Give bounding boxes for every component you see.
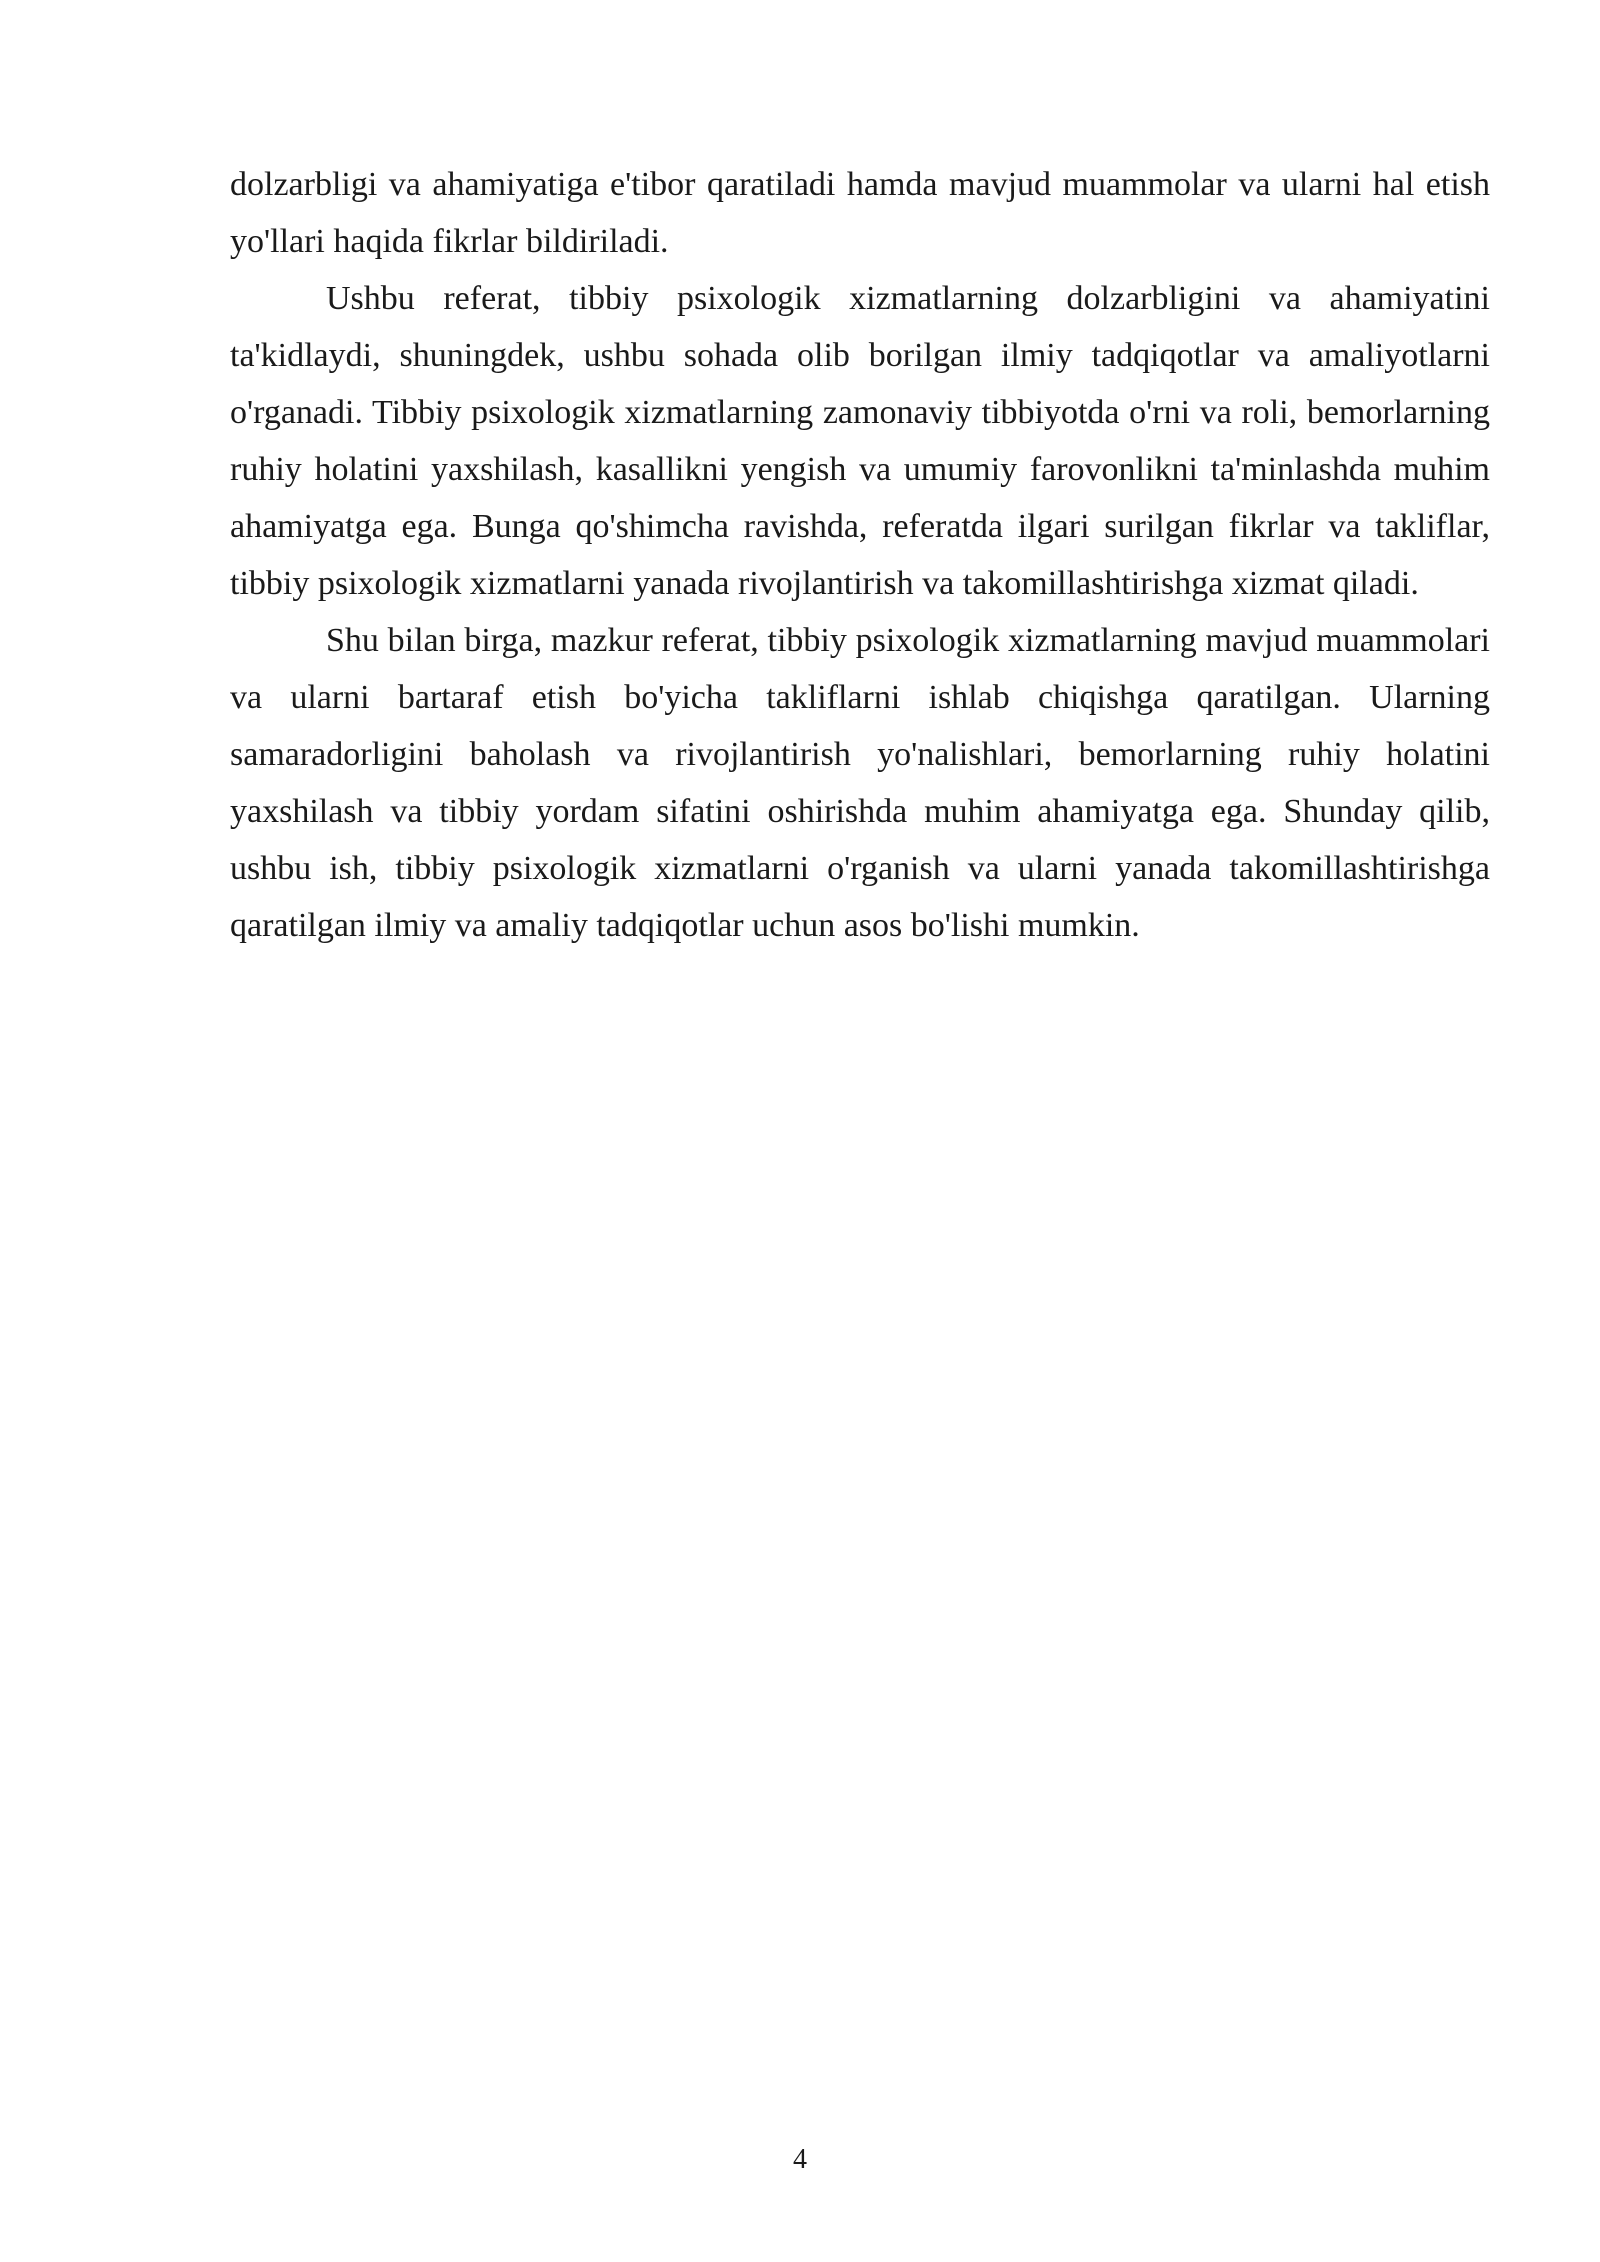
page-number: 4: [793, 2144, 807, 2175]
paragraph-continuation: dolzarbligi va ahamiyatiga e'tibor qaratiladi hamda mavjud muammolar va ularni hal etish yo'llari haqida fikrlar bildiriladi.: [230, 166, 1490, 260]
body-text: [230, 156, 1490, 954]
paragraph: Shu bilan birga, mazkur referat, tibbiy psixologik xizmatlarning mavjud muammolari va ularni bartaraf etish bo'yicha takliflarni ishlab chiqishga qaratilgan. Ularning samaradorligini baholash va rivojlantirish yo'nalishlari, bemorlarning ruhiy holatini yaxshilash va tibbiy yordam sifatini oshirishda muhim ahamiyatga ega. Shunday qilib, ushbu ish, tibbiy psixologik xizmatlarni o'rganish va ularni yanada takomillashtirishga qaratilgan ilmiy va amaliy tadqiqotlar uchun asos bo'lishi mumkin.: [230, 622, 1490, 944]
paragraph: Ushbu referat, tibbiy psixologik xizmatlarning dolzarbligini va ahamiyatini ta'kidlaydi, shuningdek, ushbu sohada olib borilgan ilmiy tadqiqotlar va amaliyotlarni o'rganadi. Tibbiy psixologik xizmatlarning zamonaviy tibbiyotda o'rni va roli, bemorlarning ruhiy holatini yaxshilash, kasallikni yengish va umumiy farovonlikni ta'minlashda muhim ahamiyatga ega. Bunga qo'shimcha ravishda, referatda ilgari surilgan fikrlar va takliflar, tibbiy psixologik xizmatlarni yanada rivojlantirish va takomillashtirishga xizmat qiladi.: [230, 280, 1490, 602]
